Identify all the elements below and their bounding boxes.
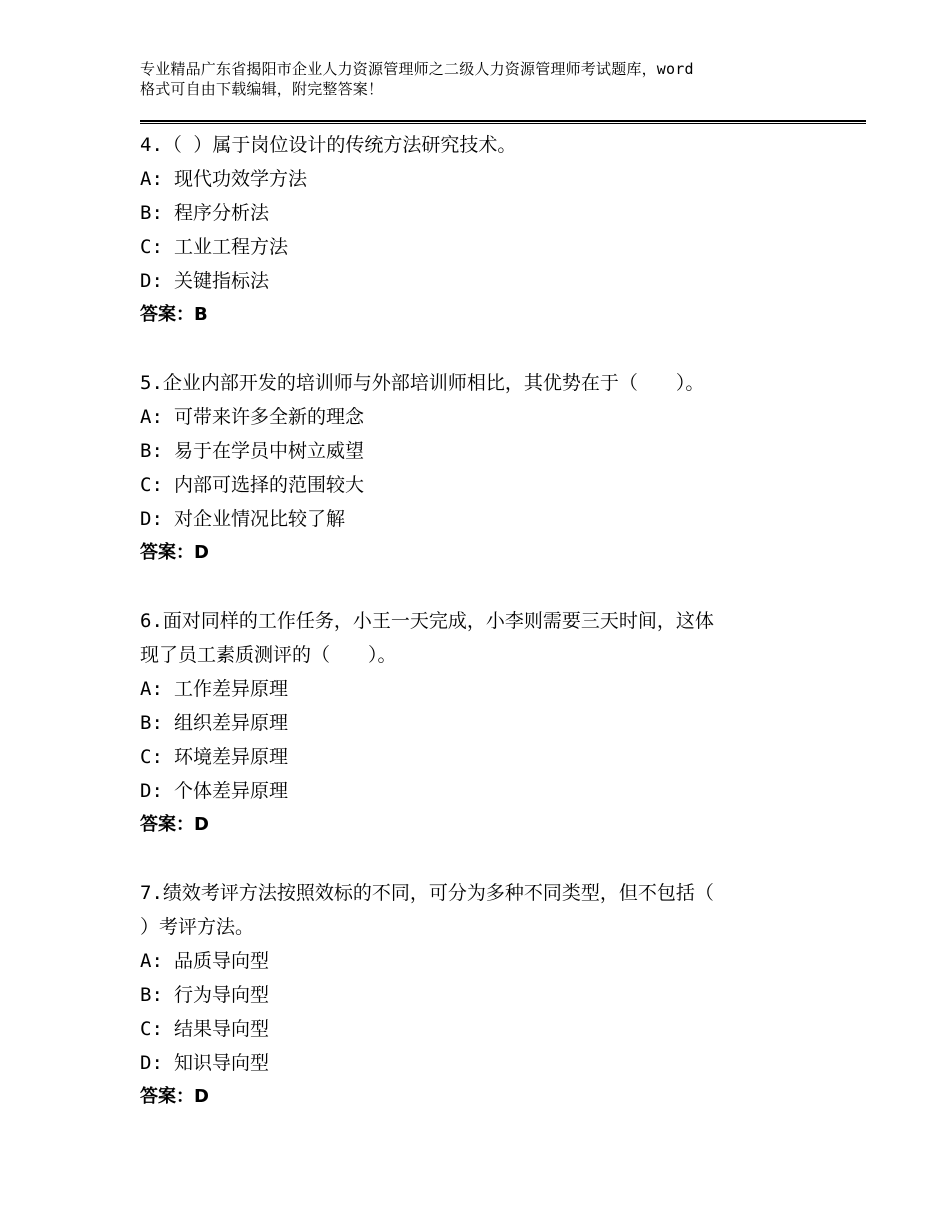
question-7 — [140, 876, 866, 1114]
option-key: D: — [140, 270, 163, 292]
option-text: 程序分析法 — [174, 202, 270, 224]
option-c — [140, 740, 866, 774]
option-c — [140, 1012, 866, 1046]
option-key: C: — [140, 1018, 163, 1040]
question-stem-line: 5.企业内部开发的培训师与外部培训师相比，其优势在于（ ）。 — [140, 372, 705, 394]
question-stem-line: ）考评方法。 — [140, 916, 255, 938]
question-stem — [140, 366, 820, 400]
option-text: 组织差异原理 — [174, 712, 289, 734]
header-line-2: 格式可自由下载编辑，附完整答案！ — [140, 80, 384, 98]
option-text: 结果导向型 — [174, 1018, 270, 1040]
option-key: A: — [140, 406, 163, 428]
question-stem — [140, 604, 820, 672]
option-key: D: — [140, 508, 163, 530]
option-key: B: — [140, 984, 163, 1006]
option-text: 环境差异原理 — [174, 746, 289, 768]
option-key: D: — [140, 780, 163, 802]
option-b — [140, 978, 866, 1012]
option-b — [140, 706, 866, 740]
option-key: C: — [140, 236, 163, 258]
option-a — [140, 672, 866, 706]
document-header — [140, 59, 866, 99]
option-b — [140, 434, 866, 468]
question-6 — [140, 604, 866, 842]
option-d — [140, 264, 866, 298]
option-text: 可带来许多全新的理念 — [174, 406, 365, 428]
option-key: A: — [140, 950, 163, 972]
option-key: B: — [140, 202, 163, 224]
option-b — [140, 196, 866, 230]
option-key: A: — [140, 168, 163, 190]
option-a — [140, 944, 866, 978]
option-text: 内部可选择的范围较大 — [174, 474, 365, 496]
option-text: 知识导向型 — [174, 1052, 270, 1074]
answer: 答案：B — [140, 304, 208, 325]
option-d — [140, 1046, 866, 1080]
question-stem-line: 现了员工素质测评的（ ）。 — [140, 644, 397, 666]
document-page — [140, 0, 866, 1230]
question-stem-line: 7.绩效考评方法按照效标的不同，可分为多种不同类型，但不包括（ — [140, 882, 714, 904]
option-key: C: — [140, 746, 163, 768]
option-c — [140, 468, 866, 502]
option-text: 对企业情况比较了解 — [174, 508, 346, 530]
option-key: B: — [140, 712, 163, 734]
option-text: 关键指标法 — [174, 270, 270, 292]
option-text: 行为导向型 — [174, 984, 270, 1006]
option-d — [140, 502, 866, 536]
question-stem-line: 4.（ ）属于岗位设计的传统方法研究技术。 — [140, 134, 517, 156]
option-d — [140, 774, 866, 808]
answer: 答案：D — [140, 814, 209, 835]
answer: 答案：D — [140, 542, 209, 563]
answer: 答案：D — [140, 1086, 209, 1107]
question-5 — [140, 366, 866, 570]
option-c — [140, 230, 866, 264]
question-stem — [140, 128, 820, 162]
option-a — [140, 400, 866, 434]
option-key: C: — [140, 474, 163, 496]
question-stem-line: 6.面对同样的工作任务，小王一天完成，小李则需要三天时间，这体 — [140, 610, 714, 632]
question-list — [140, 128, 866, 1114]
header-line-1: 专业精品广东省揭阳市企业人力资源管理师之二级人力资源管理师考试题库，word — [140, 60, 694, 78]
option-text: 工业工程方法 — [174, 236, 289, 258]
question-4 — [140, 128, 866, 332]
option-key: B: — [140, 440, 163, 462]
option-a — [140, 162, 866, 196]
option-text: 个体差异原理 — [174, 780, 289, 802]
option-key: A: — [140, 678, 163, 700]
header-divider — [140, 120, 866, 124]
option-key: D: — [140, 1052, 163, 1074]
option-text: 现代功效学方法 — [174, 168, 308, 190]
option-text: 易于在学员中树立威望 — [174, 440, 365, 462]
option-text: 工作差异原理 — [174, 678, 289, 700]
question-stem — [140, 876, 820, 944]
option-text: 品质导向型 — [174, 950, 270, 972]
